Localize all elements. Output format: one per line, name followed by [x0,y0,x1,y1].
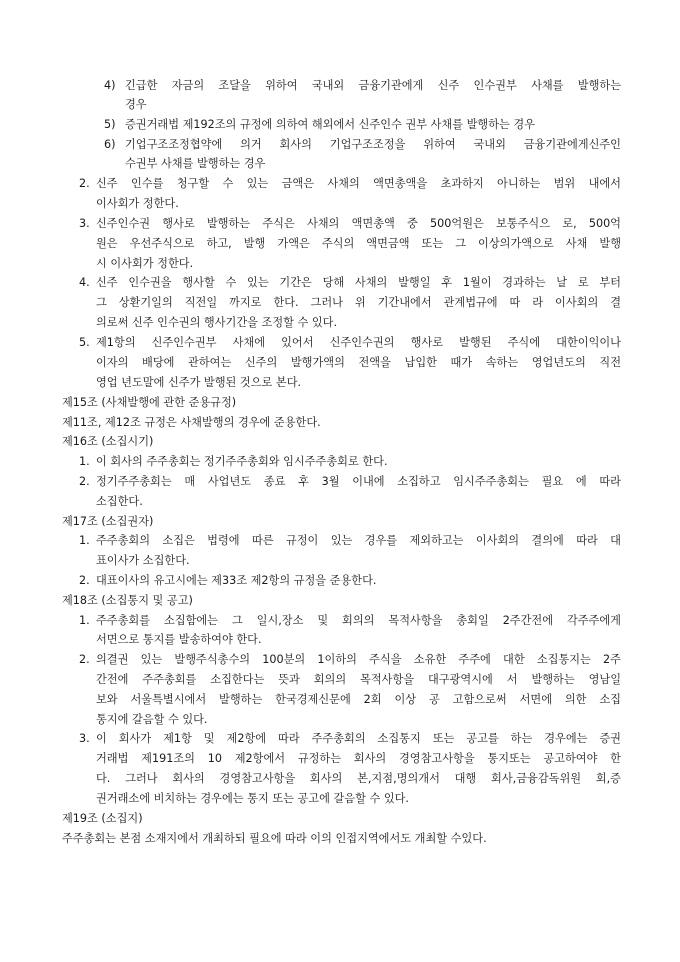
article-title: 제18조 (소집통지 및 공고) [62,594,193,607]
text-line: 정기주주총회는 매 사업년도 종료 후 3월 이내에 소집하고 임시주주총회는 필요 에 따라 [96,475,621,488]
text-line: 의결권 있는 발행주식총수의 100분의 1이하의 주식을 소유한 주주에 대한 소집통지는 2주 [96,653,621,666]
text-line: 표이사가 소집한다. [96,554,190,567]
item-number: 2. [79,475,90,488]
article-title: 제19조 (소집지) [62,812,143,825]
article-body: 제11조, 제12조 규정은 사채발행의 경우에 준용한다. [62,416,321,429]
text-line: 제1항의 신주인수권부 사채에 있어서 신주인수권의 행사로 발행된 주식에 대한이익이나 [96,336,621,349]
text-line: 신주 인수를 청구할 수 있는 금액은 사채의 액면총액을 초과하지 아니하는 범위 내에서 [96,177,621,190]
item-number: 5) [104,118,116,131]
text-line: 증권거래법 제192조의 규정에 의하여 해외에서 신주인수 권부 사채를 발행하는 경우 [125,118,535,131]
item-number: 2. [79,574,90,587]
text-line: 이자의 배당에 관하여는 신주의 발행가액의 전액을 납입한 때가 속하는 영업년도의 직전 [96,356,621,369]
text-line: 간전에 주주총회를 소집한다는 뜻과 회의의 목적사항을 대구광역시에 서 발행하는 영남일 [96,673,621,686]
text-line: 통지에 갈음할 수 있다. [96,713,208,726]
text-line: 주주총회의 소집은 법령에 따른 규정이 있는 경우를 제외하고는 이사회의 결의에 따라 대 [96,534,621,547]
text-line: 원은 우선주식으로 하고, 발행 가액은 주식의 액면금액 또는 그 이상의가액으로 사채 발행 [96,237,621,250]
text-line: 권거래소에 비치하는 경우에는 통지 또는 공고에 갈음할 수 있다. [96,792,409,805]
item-number: 6) [104,138,116,151]
text-line: 수권부 사채를 발행하는 경우 [125,157,266,170]
item-number: 1. [79,614,90,627]
text-line: 기업구조조정협약에 의거 회사의 기업구조조정을 위하여 국내외 금융기관에게신주인 [125,138,621,151]
text-line: 대표이사의 유고시에는 제33조 제2항의 규정을 준용한다. [96,574,377,587]
item-number: 3. [79,217,90,230]
text-line: 경우 [125,98,147,111]
text-line: 보와 서울특별시에서 발행하는 한국경제신문에 2회 이상 공 고함으로써 서면에 의한 소집 [96,693,621,706]
text-line: 영업 년도말에 신주가 발행된 것으로 본다. [96,376,302,389]
text-line: 이사회가 정한다. [96,197,179,210]
text-line: 이 회사의 주주총회는 정기주주총회와 임시주주총회로 한다. [96,455,388,468]
text-line: 소집한다. [96,495,143,508]
text-line: 시 이사회가 정한다. [96,257,194,270]
text-line: 다. 그러나 회사의 경영참고사항을 회사의 본,지점,명의개서 대행 회사,금융감독위원 회,증 [96,772,621,785]
text-line: 거래법 제191조의 10 제2항에서 규정하는 회사의 경영참고사항을 통지또는 공고하여야 한 [96,752,621,765]
text-line: 주주총회를 소집함에는 그 일시,장소 및 회의의 목적사항을 총회일 2주간전에 각주주에게 [96,614,621,627]
text-line: 긴급한 자금의 조달을 위하여 국내외 금융기관에게 신주 인수권부 사채를 발행하는 [125,79,621,92]
text-line: 이 회사가 제1항 및 제2항에 따라 주주총회의 소집통지 또는 공고를 하는 경우에는 증권 [96,732,621,745]
text-line: 그 상환기일의 직전일 까지로 한다. 그러나 위 기간내에서 관계법규에 따 라 이사회의 결 [96,296,621,309]
item-number: 4) [104,79,116,92]
text-line: 의로써 신주 인수권의 행사기간을 조정할 수 있다. [96,316,338,329]
item-number: 5. [79,336,90,349]
item-number: 2. [79,177,90,190]
item-number: 1. [79,534,90,547]
article-body: 주주총회는 본점 소재지에서 개최하되 필요에 따라 이의 인접지역에서도 개최할 수있다. [62,832,487,845]
item-number: 1. [79,455,90,468]
item-number: 4. [79,276,90,289]
article-title: 제16조 (소집시기) [62,435,154,448]
article-title: 제17조 (소집권자) [62,515,154,528]
text-line: 신주인수권 행사로 발행하는 주식은 사채의 액면총액 중 500억원은 보통주식으 로, 500억 [96,217,621,230]
text-line: 신주 인수권을 행사할 수 있는 기간은 당해 사채의 발행일 후 1월이 경과하는 날 로 부터 [96,276,621,289]
item-number: 3. [79,732,90,745]
article-title: 제15조 (사채발행에 관한 준용규정) [62,396,237,409]
item-number: 2. [79,653,90,666]
text-line: 서면으로 통지를 발송하여야 한다. [96,633,262,646]
